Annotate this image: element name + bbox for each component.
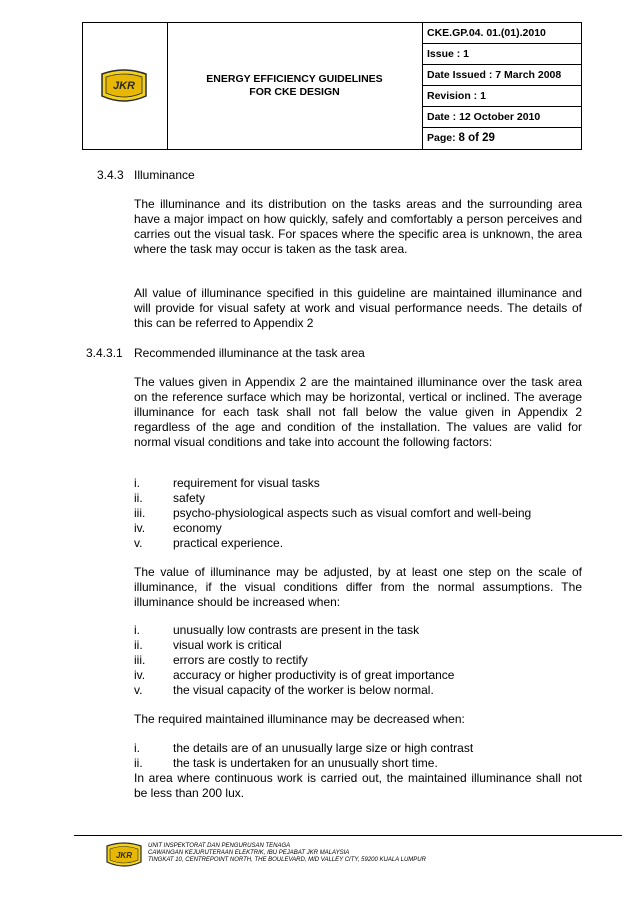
- list-item: [134, 536, 283, 551]
- date-issued: Date Issued : 7 March 2008: [423, 65, 581, 86]
- list-number: ii.: [134, 756, 143, 770]
- section-3-4-3-title: Illuminance: [134, 168, 195, 182]
- list-item: [134, 638, 282, 653]
- list-text: the details are of an unusually large size or high contrast: [173, 741, 474, 755]
- list-number: iii.: [134, 653, 146, 667]
- list-number: v.: [134, 536, 143, 550]
- list-text: economy: [173, 521, 222, 535]
- list-item: [134, 756, 438, 771]
- paragraph: The value of illuminance may be adjusted, by at least one step on the scale of illuminance, if the visual conditions differ from the normal assumptions. The illuminance should be increased when:: [134, 565, 582, 609]
- paragraph: In area where continuous work is carried out, the maintained illuminance shall not be less than 200 lux.: [134, 771, 582, 800]
- list-item: [134, 653, 308, 668]
- list-number: i.: [134, 741, 140, 755]
- revision-date: Date : 12 October 2010: [423, 107, 581, 128]
- issue: Issue : 1: [423, 44, 581, 65]
- svg-text:JKR: JKR: [115, 851, 133, 860]
- list-item: [134, 741, 473, 756]
- list-text: the visual capacity of the worker is below normal.: [173, 683, 434, 697]
- list-number: v.: [134, 683, 143, 697]
- list-number: ii.: [134, 638, 143, 652]
- paragraph: All value of illuminance specified in this guideline are maintained illuminance and will provide for visual safety at work and visual performance needs. The details of this can be referred to Appendix 2: [134, 286, 582, 330]
- list-number: ii.: [134, 491, 143, 505]
- list-item: [134, 623, 419, 638]
- title-line-2: FOR CKE DESIGN: [249, 86, 340, 98]
- list-item: [134, 683, 434, 698]
- revision: Revision : 1: [423, 86, 581, 107]
- list-text: visual work is critical: [173, 638, 282, 652]
- list-number: iv.: [134, 668, 146, 682]
- page-number: 8 of 29: [458, 132, 495, 144]
- section-3-4-3-1-number: 3.4.3.1: [86, 346, 123, 360]
- footer-line-1: UNIT INSPEKTORAT DAN PENGURUSAN TENAGA: [148, 843, 291, 849]
- list-number: iv.: [134, 521, 146, 535]
- list-text: requirement for visual tasks: [173, 476, 320, 490]
- doc-code: CKE.GP.04. 01.(01).2010: [423, 23, 581, 44]
- document-title: [167, 23, 423, 149]
- footer-line-2: CAWANGAN KEJURUTERAAN ELEKTRIK, IBU PEJABAT JKR MALAYSIA: [148, 850, 350, 856]
- list-text: safety: [173, 491, 206, 505]
- footer-address: [148, 843, 426, 864]
- page-indicator: [423, 128, 581, 150]
- list-item: [134, 506, 531, 521]
- list-text: practical experience.: [173, 536, 284, 550]
- list-number: iii.: [134, 506, 146, 520]
- list-item: [134, 521, 222, 536]
- logo-cell: [83, 23, 168, 149]
- list-item: [134, 491, 205, 506]
- section-3-4-3-1-title: Recommended illuminance at the task area: [134, 346, 365, 360]
- paragraph: The values given in Appendix 2 are the maintained illuminance over the task area on the reference surface which may be horizontal, vertical or inclined. The average illuminance for each task shall not fall below the value given in Appendix 2 regardless of the age and condition of the installation. The values are valid for normal visual conditions and take into account the following factors:: [134, 375, 582, 449]
- list-item: [134, 668, 454, 683]
- footer-divider: [74, 835, 622, 836]
- list-text: errors are costly to rectify: [173, 653, 308, 667]
- document-header: [82, 22, 582, 150]
- paragraph: The required maintained illuminance may be decreased when:: [134, 712, 465, 726]
- section-3-4-3-number: 3.4.3: [97, 168, 124, 182]
- list-item: [134, 476, 320, 491]
- footer-jkr-logo: [104, 842, 144, 868]
- list-text: accuracy or higher productivity is of great importance: [173, 668, 455, 682]
- list-text: unusually low contrasts are present in the task: [173, 623, 420, 637]
- title-line-1: ENERGY EFFICIENCY GUIDELINES: [206, 73, 383, 85]
- list-number: i.: [134, 623, 140, 637]
- page-prefix: Page:: [427, 132, 459, 144]
- document-meta: [423, 23, 581, 150]
- svg-text:JKR: JKR: [112, 80, 136, 92]
- footer-line-3: TINGKAT 10, CENTREPOINT NORTH, THE BOULEVARD, MID VALLEY CITY, 59200 KUALA LUMPUR: [148, 857, 426, 863]
- list-text: psycho-physiological aspects such as visual comfort and well-being: [173, 506, 532, 520]
- list-text: the task is undertaken for an unusually short time.: [173, 756, 438, 770]
- jkr-logo: [98, 68, 150, 105]
- list-number: i.: [134, 476, 140, 490]
- paragraph: The illuminance and its distribution on the tasks areas and the surrounding area have a major impact on how quickly, safely and comfortably a person perceives and carries out the visual task. For spaces where the specific area is unknown, the area where the task may occur is taken as the task area.: [134, 197, 582, 256]
